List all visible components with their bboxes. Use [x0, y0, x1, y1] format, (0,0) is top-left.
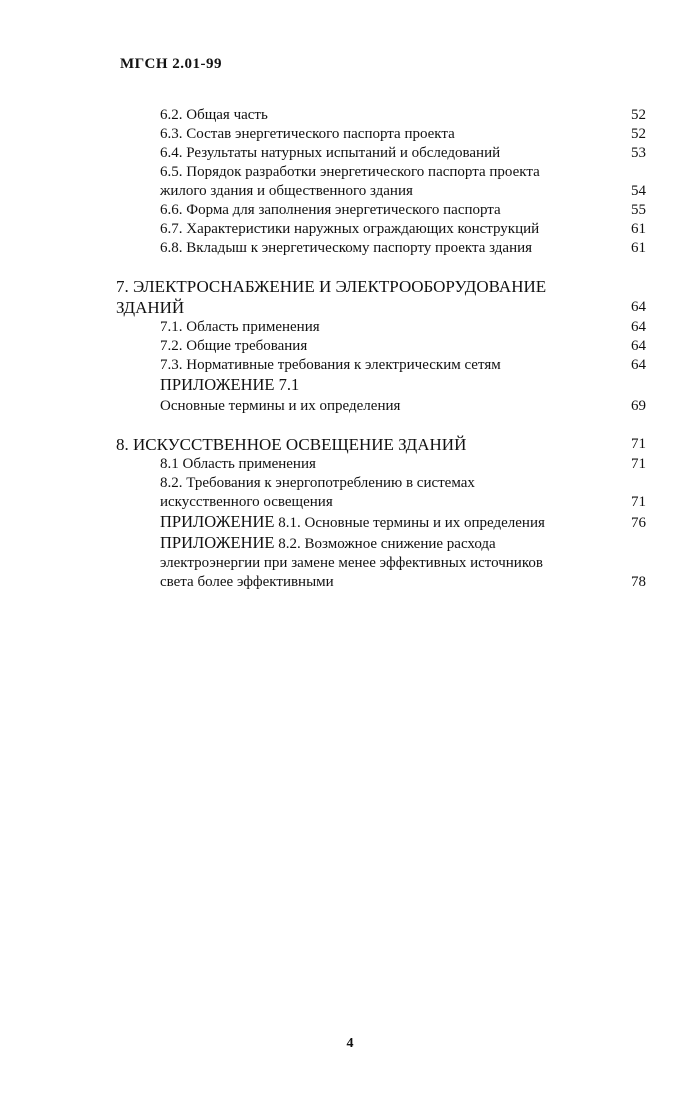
toc-entry-title: 8.2. Возможное снижение расхода: [274, 536, 496, 552]
toc-entry-8-2: [116, 474, 646, 493]
toc-entry-title: 6.4. Результаты натурных испытаний и обследований: [160, 145, 501, 161]
toc-entry-6-2: [116, 106, 646, 125]
toc-entry-page: 52: [631, 107, 646, 123]
toc-section-7-line1: [116, 276, 646, 297]
toc-entry-7-1: [116, 318, 646, 337]
toc-entry-8-1: [116, 455, 646, 474]
toc-appendix-8-1: [116, 512, 646, 533]
toc-entry-page: 61: [631, 240, 646, 256]
toc-entry-title: 8.1 Область применения: [160, 456, 316, 472]
toc-entry-title: 6.7. Характеристики наружных ограждающих конструкций: [160, 221, 540, 237]
toc-entry-page: 64: [631, 338, 646, 354]
toc-entry-title: света более эффективными: [160, 574, 334, 590]
toc-entry-page: 69: [631, 398, 646, 414]
toc-appendix-8-2-cont1: [116, 554, 646, 573]
toc-entry-page: 54: [631, 183, 646, 199]
toc-entry-6-8: [116, 239, 646, 258]
toc-entry-6-5: [116, 163, 646, 182]
toc-entry-title: 6.3. Состав энергетического паспорта проекта: [160, 126, 455, 142]
toc-entry-title: 7.1. Область применения: [160, 319, 320, 335]
appendix-label: ПРИЛОЖЕНИЕ: [160, 512, 275, 531]
table-of-contents: [116, 106, 646, 592]
toc-entry-6-4: [116, 144, 646, 163]
toc-entry-6-5-cont: [116, 182, 646, 201]
toc-entry-page: 71: [631, 456, 646, 472]
toc-entry-title: 7.3. Нормативные требования к электрическим сетям: [160, 357, 501, 373]
toc-entry-page: 64: [631, 319, 646, 335]
toc-entry-page: 61: [631, 221, 646, 237]
page-number: 4: [346, 1036, 354, 1051]
toc-appendix-8-2-cont2: [116, 573, 646, 592]
toc-section-8: [116, 434, 646, 455]
toc-entry-page: 52: [631, 126, 646, 142]
toc-entry-title: 6.2. Общая часть: [160, 107, 268, 123]
toc-entry-title: искусственного освещения: [160, 494, 333, 510]
toc-entry-8-2-cont: [116, 493, 646, 512]
toc-entry-page: 53: [631, 145, 646, 161]
toc-entry-title: жилого здания и общественного здания: [160, 183, 413, 199]
toc-entry-6-7: [116, 220, 646, 239]
toc-entry-page: 64: [631, 357, 646, 373]
toc-entry-6-6: [116, 201, 646, 220]
toc-section-7-line2: [116, 297, 646, 318]
toc-appendix-7-1: [116, 397, 646, 416]
toc-entry-6-3: [116, 125, 646, 144]
appendix-label: ПРИЛОЖЕНИЕ 7.1: [160, 375, 300, 394]
toc-entry-page: 64: [631, 299, 646, 315]
toc-entry-title: Основные термины и их определения: [160, 398, 401, 414]
document-code-header: МГСН 2.01-99: [120, 56, 222, 72]
section-title: ЗДАНИЙ: [116, 298, 185, 317]
toc-entry-page: 71: [631, 436, 646, 452]
toc-entry-page: 78: [631, 574, 646, 590]
toc-entry-page: 71: [631, 494, 646, 510]
toc-entry-title: 6.5. Порядок разработки энергетического паспорта проекта: [160, 164, 540, 180]
toc-entry-title: 8.1. Основные термины и их определения: [274, 515, 545, 531]
toc-entry-page: 55: [631, 202, 646, 218]
toc-entry-title: 6.6. Форма для заполнения энергетического паспорта: [160, 202, 501, 218]
toc-entry-page: 76: [631, 515, 646, 531]
toc-entry-title: 8.2. Требования к энергопотреблению в системах: [160, 475, 475, 491]
section-title: 8. ИСКУССТВЕННОЕ ОСВЕЩЕНИЕ ЗДАНИЙ: [116, 435, 467, 454]
toc-entry-7-2: [116, 337, 646, 356]
toc-entry-title: 6.8. Вкладыш к энергетическому паспорту проекта здания: [160, 240, 533, 256]
toc-appendix-7-1-label: [116, 375, 646, 394]
appendix-label: ПРИЛОЖЕНИЕ: [160, 533, 275, 552]
toc-entry-7-3: [116, 356, 646, 375]
toc-appendix-8-2: [116, 533, 646, 554]
toc-entry-title: 7.2. Общие требования: [160, 338, 308, 354]
toc-entry-title: электроэнергии при замене менее эффективных источников: [160, 555, 543, 571]
section-title: 7. ЭЛЕКТРОСНАБЖЕНИЕ И ЭЛЕКТРООБОРУДОВАНИЕ: [116, 277, 547, 296]
